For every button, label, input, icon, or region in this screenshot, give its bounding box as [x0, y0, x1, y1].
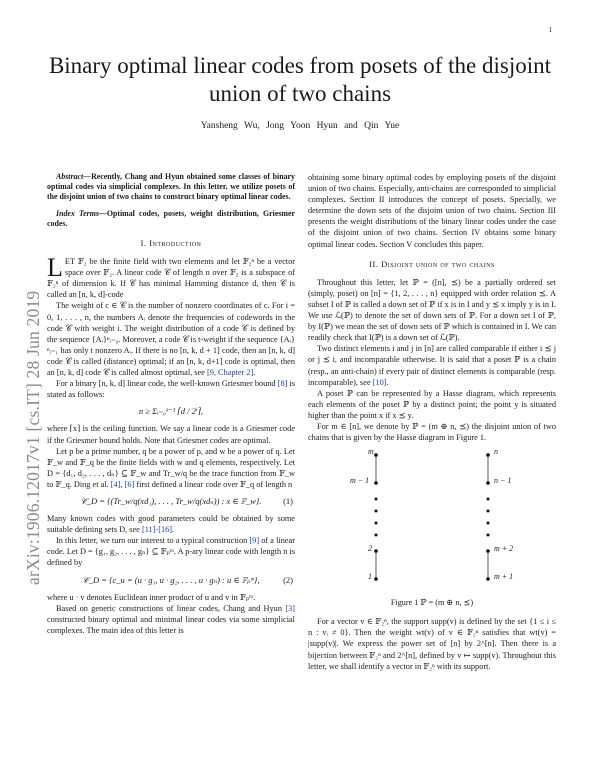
citation-link[interactable]: [11]-[16] — [141, 525, 173, 535]
dropcap: L — [47, 253, 63, 283]
intro-paragraph-4: where ⌈x⌉ is the ceiling function. We say a linear code is a Griesmer code if the Griesmer bound holds. Note that Griesmer codes are optimal. — [47, 424, 295, 445]
hasse-label-right: m + 1 — [494, 572, 514, 582]
hasse-ellipsis-dot — [487, 510, 490, 513]
equation-number: (2) — [283, 574, 293, 585]
right-paragraph-2: Throughout this letter, let ℙ = ([n], ⪯) be a partially ordered set (simply, poset) on [n] = {1, 2, . . . , n} equipped with order relation ⪯. A subset I of ℙ is called a down set of ℙ if x is in I and y ⪯ x imply y is in I. We use ℒ(ℙ) to denote the set of down sets of ℙ. For a down set I of ℙ, by I(ℙ) we mean the set of down sets of ℙ which is contained in I. We can readily check that I(ℙ) is a down set of ℒ(ℙ). — [308, 277, 556, 343]
page-number: 1 — [548, 26, 552, 34]
right-paragraph-6: For a vector v ∈ 𝔽₂ⁿ, the support supp(v) is defined by the set {1 ≤ i ≤ n : vᵢ ≠ 0}. Then the weight wt(v) of v ∈ 𝔽₂ⁿ satisfies that wt(v) = |supp(v)|. We express the power set of [n] by 2^[n]. Then there is a bijection between 𝔽₂ⁿ and 2^[n], defined by v ↦ supp(v). Throughout this letter, we shall identify a vector in 𝔽₂ⁿ with its support. — [308, 617, 556, 671]
hasse-ellipsis-dot — [487, 534, 490, 537]
hasse-node — [374, 481, 378, 485]
abstract — [47, 172, 295, 203]
equation-2: 𝒞_D = {c_u = (u · g₁, u · g₂, . . . , u · gₙ) : u ∈ 𝔽ₚᵐ}, (2) — [82, 574, 293, 585]
authors: Yansheng Wu, Jong Yoon Hyun and Qin Yue — [200, 121, 400, 131]
hasse-ellipsis-dot — [375, 534, 378, 537]
intro-paragraph-1: LET 𝔽₂ be the finite field with two elements and let 𝔽₂ⁿ be a vector space over 𝔽₂. A linear code 𝒞 of length n over 𝔽₂ is a subspace of 𝔽₂ⁿ of dimension k. If 𝒞 has minimal Hamming distance d, then 𝒞 is called an [n, k, d]-code — [47, 253, 295, 300]
paper-title: Binary optimal linear codes from posets of the disjoint union of two chains — [48, 53, 552, 106]
index-terms-text: Optimal codes, posets, weight distribution, Griesmer codes. — [47, 208, 295, 228]
citation-link[interactable]: [8] — [277, 379, 288, 389]
hasse-ellipsis-dot — [487, 522, 490, 525]
citation-link[interactable]: [9, Chapter 2] — [206, 368, 254, 378]
hasse-diagram-svg — [308, 447, 556, 595]
hasse-label-left: m − 1 — [350, 476, 370, 486]
right-column — [308, 172, 556, 672]
abstract-label: Abstract— — [56, 172, 92, 181]
intro-paragraph-8: where u · v denotes Euclidean inner product of u and v in 𝔽ₚᵐ. — [47, 592, 256, 602]
hasse-ellipsis-dot — [487, 498, 490, 501]
section-title-introduction: I. Introduction — [140, 238, 202, 249]
arxiv-stamp-text: arXiv:1906.12017v1 [cs.IT] 28 Jun 2019 — [23, 290, 43, 585]
intro-paragraph-2: The weight of c ∈ 𝒞 is the number of nonzero coordinates of c. For i = 0, 1, . . . , n, the numbers Aᵢ denote the frequencies of codewords in the code 𝒞 with weight i. The weight distribution of a code 𝒞 is defined by the sequence {Aᵢ}ⁿᵢ₌₀. Moreover, a code 𝒞 is t-weight if the sequence {Aᵢ}ⁿᵢ₌₁ has only t nonzero Aᵢ. If there is no [n, k, d + 1] code, then an [n, k, d] code 𝒞 is called (distance) optimal; if an [n, k, d+1] code is optimal, then an [n, k, d] code 𝒞 is called almost optimal, see [9, Chapter 2]. — [47, 301, 296, 378]
hasse-label-left: 2 — [368, 544, 372, 554]
equation-1: 𝒞_D = {(Tr_w/q(xd₁), . . . , Tr_w/q(xdₙ)) : x ∈ 𝔽_w}. (1) — [80, 495, 293, 506]
figure-caption: Figure 1 ℙ = (m ⊕ n, ⪯) — [390, 598, 474, 608]
citation-link[interactable]: [3] — [285, 603, 295, 613]
hasse-node — [486, 481, 490, 485]
citation-link[interactable]: [10] — [372, 377, 387, 387]
hasse-node — [486, 577, 490, 581]
section-title-disjoint-union: II. Disjoint union of two chains — [369, 258, 495, 269]
equation-griesmer: n ≥ Σᵢ₌₀ᵏ⁻¹ ⌈d / 2ⁱ⌉, — [138, 406, 204, 417]
index-terms — [47, 209, 295, 229]
arxiv-stamp — [10, 205, 43, 585]
index-terms-label: Index Terms— — [56, 208, 107, 218]
right-paragraph-1: obtaining some binary optimal codes by employing posets of the disjoint union of two chains. Especially, anti-chains are corresponded to simplicial complexes. Section II introduces the concept of posets. Specially, we determine the down sets of the disjoint union of two chains. Section III presents the weight distributions of the binary linear codes under the case of the disjoint union of two chains. Section IV obtains some binary optimal linear codes. Section V concludes this paper. — [308, 173, 556, 249]
hasse-diagram — [308, 447, 556, 595]
right-paragraph-3: Two distinct elements i and j in [n] are called comparable if either i ⪯ j or j ⪯ i, and incomparable otherwise. It is said that a poset ℙ is a chain (resp., an anti-chain) if every pair of distinct elements is comparable (resp. incomparable), see [10]. — [308, 344, 556, 387]
hasse-ellipsis-dot — [375, 498, 378, 501]
hasse-label-right: m + 2 — [494, 544, 514, 554]
equation-number: (1) — [283, 495, 293, 506]
hasse-node — [374, 577, 378, 581]
intro-paragraph-7: In this letter, we turn our interest to a typical construction [9] of a linear code. Let D = {g₁, g₂, . . . , gₙ} ⊆ 𝔽ₚᵐ. A p-ary linear code with length n is defined by — [47, 536, 295, 568]
hasse-label-left: m — [368, 447, 374, 457]
intro-paragraph-5: Let p be a prime number, q be a power of p, and w be a power of q. Let 𝔽_w and 𝔽_q be the finite fields with w and q elements, respectively. Let D = {d₁, d₂, . . . , dₙ} ⊆ 𝔽_w and Tr_w/q be the trace function from 𝔽_w to 𝔽_q. Ding et al. [4], [6] first defined a linear code over 𝔽_q of length n — [47, 446, 295, 489]
hasse-label-left: 1 — [368, 572, 372, 582]
intro-paragraph-3: For a binary [n, k, d] linear code, the well-known Griesmer bound [8] is stated as follows: — [47, 379, 296, 400]
hasse-label-right: n − 1 — [494, 476, 512, 486]
citation-link[interactable]: [4] — [110, 479, 121, 489]
citation-link[interactable]: [9] — [249, 536, 260, 546]
abstract-text: Recently, Chang and Hyun obtained some classes of binary optimal codes via simplicial complexes. In this letter, we utilize posets of the disjoint union of two chains to construct binary optimal linear codes. — [47, 172, 295, 202]
citation-link[interactable]: [6] — [124, 479, 135, 489]
intro-paragraph-9: Based on generic constructions of linear codes, Chang and Hyun [3] constructed binary optimal and minimal linear codes via some simplicial complexes. The main idea of this letter is — [47, 603, 295, 635]
left-column — [47, 172, 295, 636]
right-paragraph-5: For m ∈ [n], we denote by ℙ = (m ⊕ n, ⪯) the disjoint union of two chains that is given by the Hasse diagram in Figure 1. — [308, 421, 556, 443]
hasse-label-right: n — [494, 447, 498, 457]
hasse-ellipsis-dot — [375, 522, 378, 525]
right-paragraph-4: A poset ℙ can be represented by a Hasse diagram, which represents each elements of the poset ℙ by a distinct point; the point y is situated higher than the point x if x ⪯ y. — [308, 388, 556, 420]
hasse-ellipsis-dot — [375, 510, 378, 513]
intro-paragraph-6: Many known codes with good parameters could be obtained by some suitable defining sets D, see [11]-[16]. — [47, 514, 295, 535]
